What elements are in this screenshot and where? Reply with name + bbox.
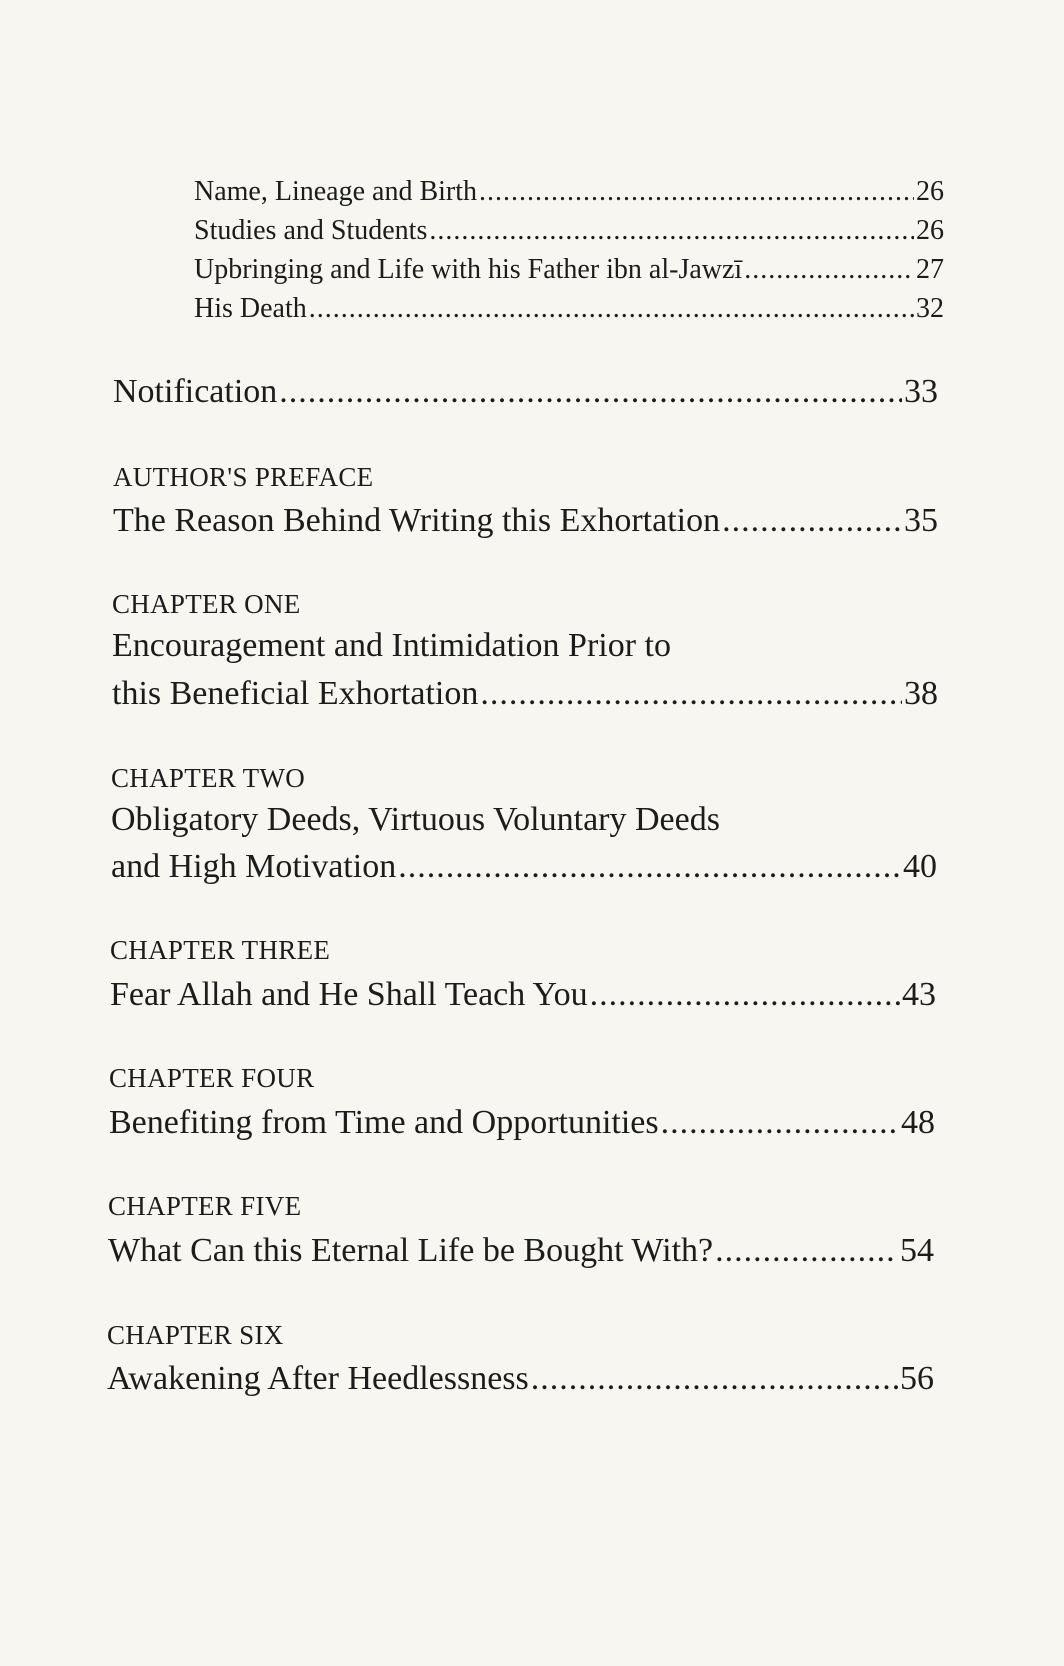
- chapter-heading-four: CHAPTER FOUR: [109, 1063, 315, 1093]
- dot-leader: [309, 293, 914, 325]
- chapter-heading-one: CHAPTER ONE: [112, 589, 301, 619]
- toc-entry-title: His Death: [194, 293, 307, 324]
- dot-leader: [429, 215, 914, 247]
- toc-entry-title: Upbringing and Life with his Father ibn al-Jawzī: [194, 254, 743, 285]
- dot-leader: [661, 1104, 899, 1142]
- chapter-heading-two: CHAPTER TWO: [111, 763, 306, 793]
- toc-entry-title: Studies and Students: [194, 215, 428, 246]
- dot-leader: [722, 502, 902, 540]
- toc-page-number: 32: [916, 293, 944, 324]
- toc-entry-title: Name, Lineage and Birth: [194, 176, 478, 207]
- toc-sub-entry-name-lineage-birth: [194, 176, 944, 208]
- chapter-heading-three: CHAPTER THREE: [110, 935, 331, 965]
- dot-leader: [744, 254, 914, 286]
- toc-entry-title: Notification: [113, 373, 278, 410]
- dot-leader: [279, 373, 902, 411]
- dot-leader: [590, 976, 900, 1014]
- toc-entry-chapter-five: [108, 1232, 934, 1270]
- toc-entry-title-line: Obligatory Deeds, Virtuous Voluntary Deeds: [111, 801, 720, 838]
- toc-page-number: 38: [904, 675, 938, 712]
- toc-page-number: 26: [916, 176, 944, 207]
- toc-entry-chapter-four: [109, 1104, 935, 1142]
- toc-page-number: 43: [902, 976, 936, 1013]
- toc-entry-title: Benefiting from Time and Opportunities: [109, 1104, 659, 1141]
- toc-entry-chapter-three: [110, 976, 936, 1014]
- toc-sub-entry-studies-students: [194, 215, 944, 247]
- section-heading-authors-preface: AUTHOR'S PREFACE: [113, 462, 374, 492]
- toc-entry-chapter-one: [112, 675, 938, 713]
- toc-page-number: 54: [900, 1232, 934, 1269]
- dot-leader: [398, 848, 901, 886]
- toc-sub-entry-upbringing: [194, 254, 944, 286]
- toc-entry-notification: [113, 373, 938, 411]
- toc-entry-chapter-two: [111, 848, 937, 886]
- dot-leader: [479, 176, 914, 208]
- toc-entry-title: and High Motivation: [111, 848, 397, 885]
- toc-page-number: 40: [903, 848, 937, 885]
- toc-page-number: 56: [900, 1360, 934, 1397]
- dot-leader: [531, 1360, 898, 1398]
- dot-leader: [480, 675, 902, 713]
- toc-entry-chapter-six: [107, 1360, 934, 1398]
- toc-entry-title-line: Encouragement and Intimidation Prior to: [112, 627, 671, 664]
- toc-entry-title: Awakening After Heedlessness: [107, 1360, 529, 1397]
- chapter-heading-five: CHAPTER FIVE: [108, 1191, 302, 1221]
- toc-entry-title: this Beneficial Exhortation: [112, 675, 479, 712]
- toc-entry-preface: [113, 502, 938, 540]
- toc-page-number: 48: [901, 1104, 935, 1141]
- toc-page-number: 33: [904, 373, 938, 410]
- toc-sub-entry-his-death: [194, 293, 944, 325]
- toc-entry-title: What Can this Eternal Life be Bought With?: [108, 1232, 714, 1269]
- toc-entry-title: The Reason Behind Writing this Exhortation: [113, 502, 721, 539]
- chapter-heading-six: CHAPTER SIX: [107, 1320, 284, 1350]
- toc-entry-title: Fear Allah and He Shall Teach You: [110, 976, 588, 1013]
- toc-page-number: 35: [904, 502, 938, 539]
- dot-leader: [715, 1232, 898, 1270]
- toc-page-number: 26: [916, 215, 944, 246]
- toc-page-number: 27: [916, 254, 944, 285]
